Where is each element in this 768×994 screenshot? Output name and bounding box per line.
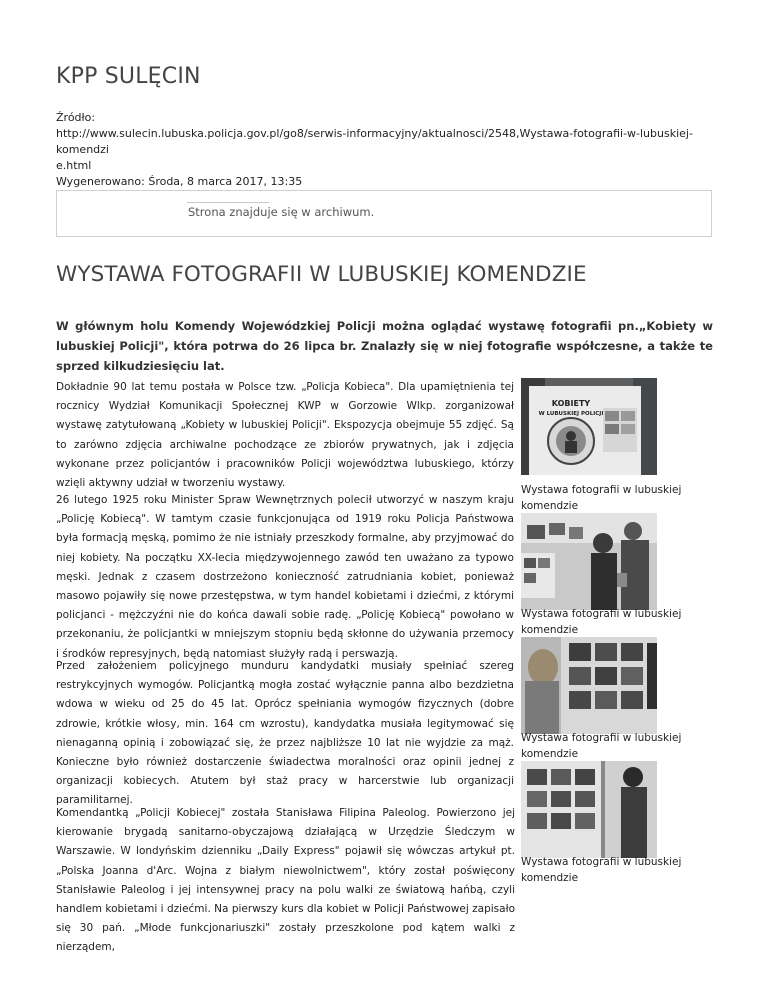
source-url[interactable]: http://www.sulecin.lubuska.policja.gov.pl/go8/serwis-informacyjny/aktualnosci/2548,Wystawa-fotografii-w-lubuskiej-komendzi [56, 127, 693, 156]
visitors-photo-image [521, 513, 657, 610]
source-info [56, 110, 716, 190]
photo-caption-3: Wystawa fotografii w lubuskiej komendzie [521, 732, 682, 760]
exhibition-photo-2[interactable] [521, 513, 657, 610]
source-label: Źródło: [56, 111, 96, 124]
site-title: KPP SULĘCIN [56, 64, 201, 89]
photo-caption-4: Wystawa fotografii w lubuskiej komendzie [521, 856, 682, 884]
exhibition-photo-3[interactable] [521, 637, 657, 734]
article-paragraph-1: Dokładnie 90 lat temu postała w Polsce tzw. „Policja Kobieca". Dla upamiętnienia tej rocznicy Wydział Komunikacji Społecznej KWP w Gorzowie Wlkp. zorganizował wystawę zatytułowaną „Kobiety w lubuskiej Policji". Ekspozycja obejmuje 55 zdjęć. Są to zarówno zdjęcia archiwalne pochodzące ze zbiorów prywatnych, jak i zdjęcia wykonane przez policjantów i pracowników Policji województwa lubuskiego, którzy wzięli aktywny udział w tworzeniu wystawy. [56, 381, 514, 490]
exhibition-photo-1[interactable] [521, 378, 657, 475]
poster-subtitle: W LUBUSKIEJ POLICJI [538, 411, 604, 417]
photo-caption-1: Wystawa fotografii w lubuskiej komendzie [521, 484, 682, 512]
photo-caption-2: Wystawa fotografii w lubuskiej komendzie [521, 608, 682, 636]
poster-title: KOBIETY [551, 399, 591, 408]
archive-notice: Strona znajduje się w archiwum. [188, 205, 375, 219]
exhibition-photo-4[interactable] [521, 761, 657, 858]
article-paragraph-4: Komendantką „Policji Kobiecej" została Stanisława Filipina Paleolog. Powierzono jej kierowanie brygadą sanitarno-obyczajową działającą w Urzędzie Śledczym w Warszawie. W londyńskim dzienniku „Daily Express" pojawił się wówczas artykuł pt. „Polska Joanna d'Arc. Wojna z białym niewolnictwem", który został poświęcony Stanisławie Paleolog i jej intensywnej pracy na polu walki ze światową hańbą, czyli handlem kobietami i dziećmi. Na pierwszy kurs dla kobiet w Policji Państwowej zapisało się 30 pań. „Młode funkcjonariuszki" zostały przeszkolone pod kątem walki z nierządem, [56, 807, 515, 954]
article-paragraph-2: 26 lutego 1925 roku Minister Spraw Wewnętrznych polecił utworzyć w naszym kraju „Policję Kobiecą". W tamtym czasie funkcjonująca od 1919 roku Policja Państwowa była formacją męską, pomimo że nie istniały przeszkody formalne, aby przyjmować do niej kobiety. Na początku XX-lecia międzywojennego zawód ten uważano za typowo męski. Jednak z czasem dostrzeżono konieczność zatrudniania kobiet, ponieważ masowo pojawiły się nowe przestępstwa, w tym handel kobietami i dziećmi, z którymi policjanci - mężczyźni nie do końca dawali sobie radę. „Policję Kobiecą" powołano w przekonaniu, że policjantki w mniejszym stopniu będą skłonne do używania przemocy i środków represyjnych, będą natomiast służyły radą i perswazją. [56, 494, 514, 660]
article-paragraph-3: Przed założeniem policyjnego munduru kandydatki musiały spełniać szereg restrykcyjnych wymogów. Policjantką mogła zostać wyłącznie panna albo bezdzietna wdowa w wieku od 25 do 45 lat. Oprócz spełniania wymogów fizycznych (dobre zdrowie, krótkie włosy, min. 164 cm wzrostu), kandydatka musiała legitymować się nienaganną opinią i zobowiązać się, że przez najbliższe 10 lat nie wyjdzie za mąż. Konieczne było również dostarczenie świadectwa moralności oraz opinii jednej z organizacji kobiecych. Atutem był staż pracy w harcerstwie lub organizacji paramilitarnej. [56, 660, 514, 807]
article-title: WYSTAWA FOTOGRAFII W LUBUSKIEJ KOMENDZIE [56, 262, 587, 287]
archive-notice-box [56, 190, 712, 237]
stand-photo-image [521, 761, 657, 858]
viewer-photo-image [521, 637, 657, 734]
source-url-continued[interactable]: e.html [56, 159, 92, 172]
generated-date: Wygenerowano: Środa, 8 marca 2017, 13:35 [56, 175, 303, 188]
article-lead: W głównym holu Komendy Wojewódzkiej Policji można oglądać wystawę fotografii pn.„Kobiety w lubuskiej Policji", która potrwa do 26 lipca br. Znalazły się w niej fotografie współczesne, a także te sprzed kilkudziesięciu lat. [56, 319, 713, 373]
archive-divider [187, 202, 269, 203]
poster-photo-image [521, 378, 657, 475]
